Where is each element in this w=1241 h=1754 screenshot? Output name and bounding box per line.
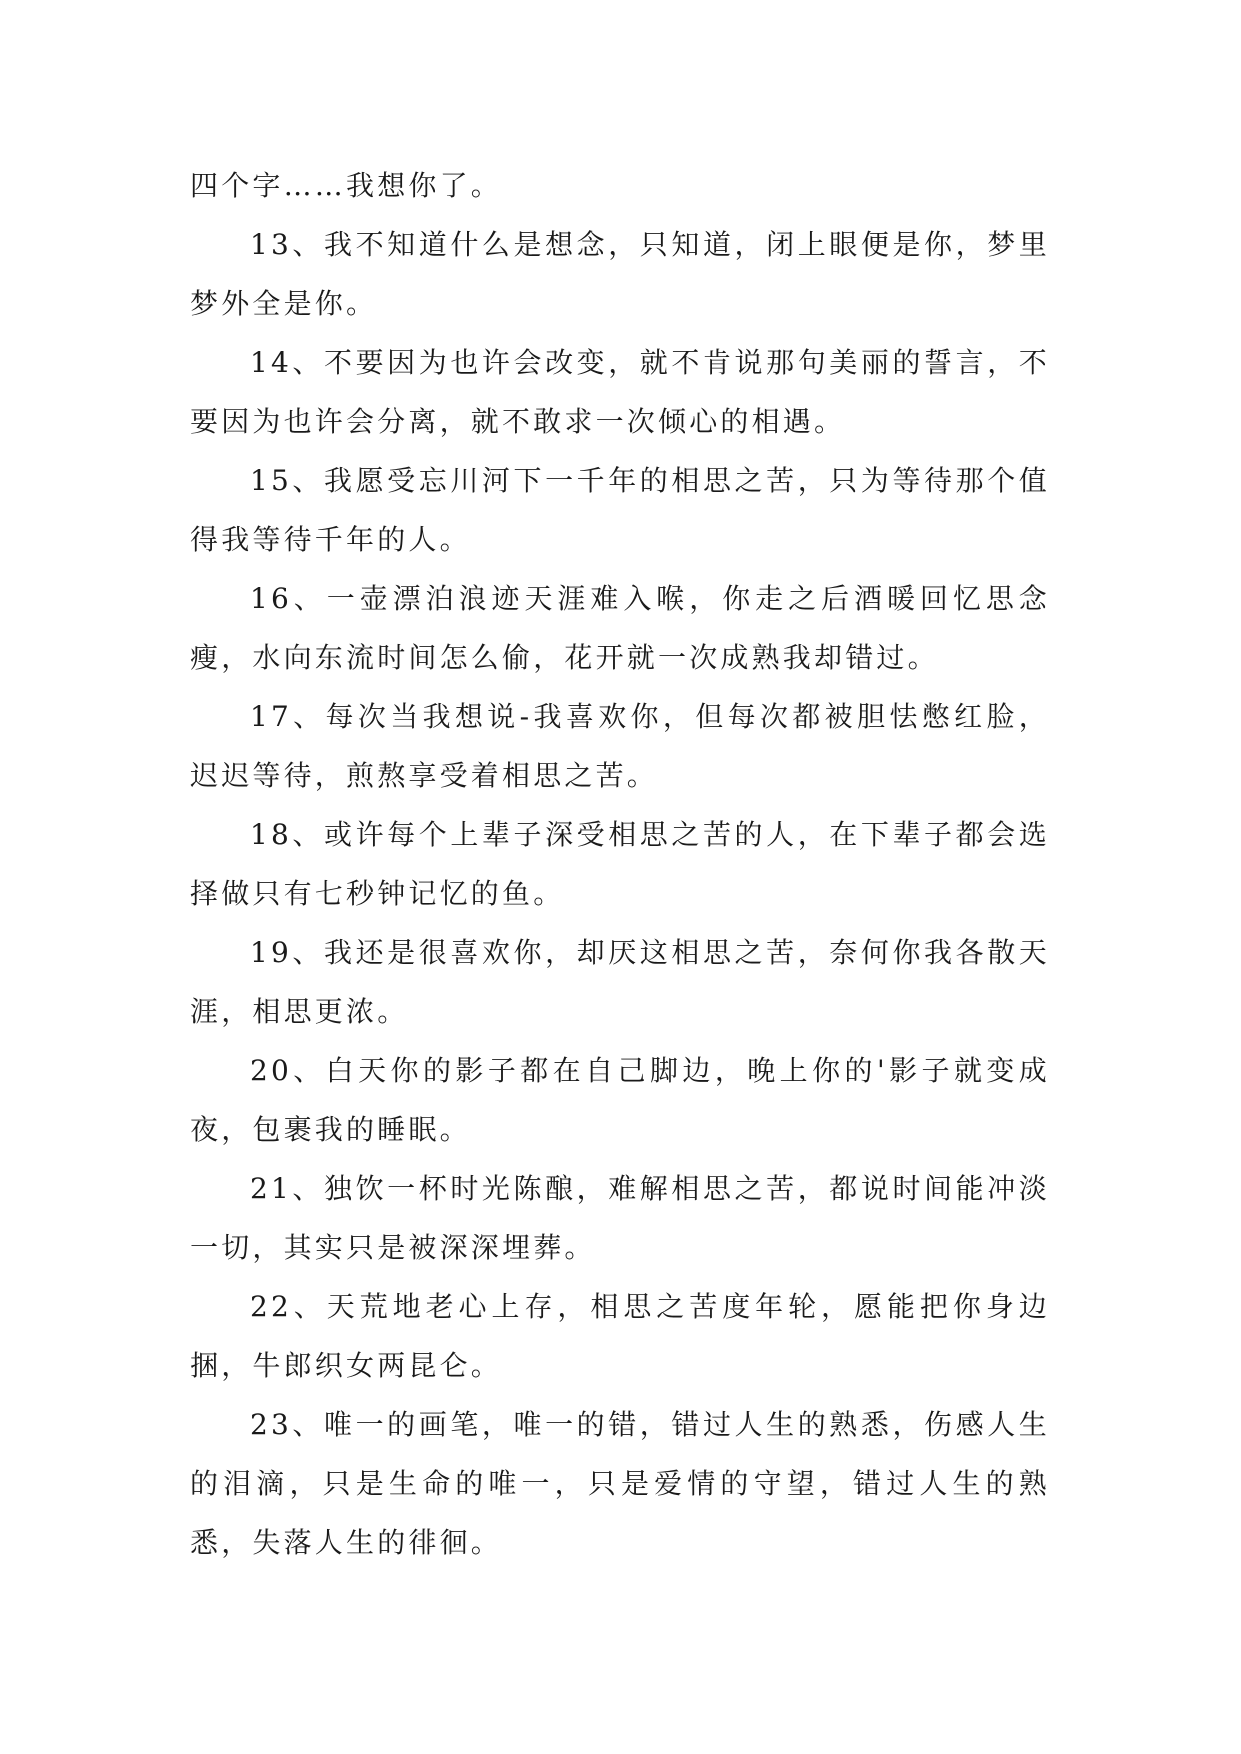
- paragraph-22: 22、天荒地老心上存，相思之苦度年轮，愿能把你身边捆，牛郎织女两昆仑。: [190, 1290, 1050, 1382]
- paragraph-13: 13、我不知道什么是想念，只知道，闭上眼便是你，梦里梦外全是你。: [190, 228, 1050, 320]
- paragraph-17: 17、每次当我想说-我喜欢你，但每次都被胆怯憋红脸，迟迟等待，煎熬享受着相思之苦。: [190, 700, 1050, 792]
- paragraph-18: 18、或许每个上辈子深受相思之苦的人，在下辈子都会选择做只有七秒钟记忆的鱼。: [190, 818, 1050, 910]
- paragraph-19: 19、我还是很喜欢你，却厌这相思之苦，奈何你我各散天涯，相思更浓。: [190, 936, 1050, 1028]
- paragraph-20: 20、白天你的影子都在自己脚边，晚上你的'影子就变成夜，包裹我的睡眠。: [190, 1054, 1050, 1146]
- paragraph-14: 14、不要因为也许会改变，就不肯说那句美丽的誓言，不要因为也许会分离，就不敢求一次倾心的相遇。: [190, 346, 1050, 438]
- paragraph-23: 23、唯一的画笔，唯一的错，错过人生的熟悉，伤感人生的泪滴，只是生命的唯一，只是爱情的守望，错过人生的熟悉，失落人生的徘徊。: [190, 1408, 1050, 1559]
- paragraph-21: 21、独饮一杯时光陈酿，难解相思之苦，都说时间能冲淡一切，其实只是被深深埋葬。: [190, 1172, 1050, 1264]
- document-body: [190, 156, 1050, 1572]
- paragraph-15: 15、我愿受忘川河下一千年的相思之苦，只为等待那个值得我等待千年的人。: [190, 464, 1050, 556]
- paragraph-16: 16、一壶漂泊浪迹天涯难入喉，你走之后酒暖回忆思念瘦，水向东流时间怎么偷，花开就一次成熟我却错过。: [190, 582, 1050, 674]
- paragraph-continuation: 四个字……我想你了。: [190, 169, 503, 202]
